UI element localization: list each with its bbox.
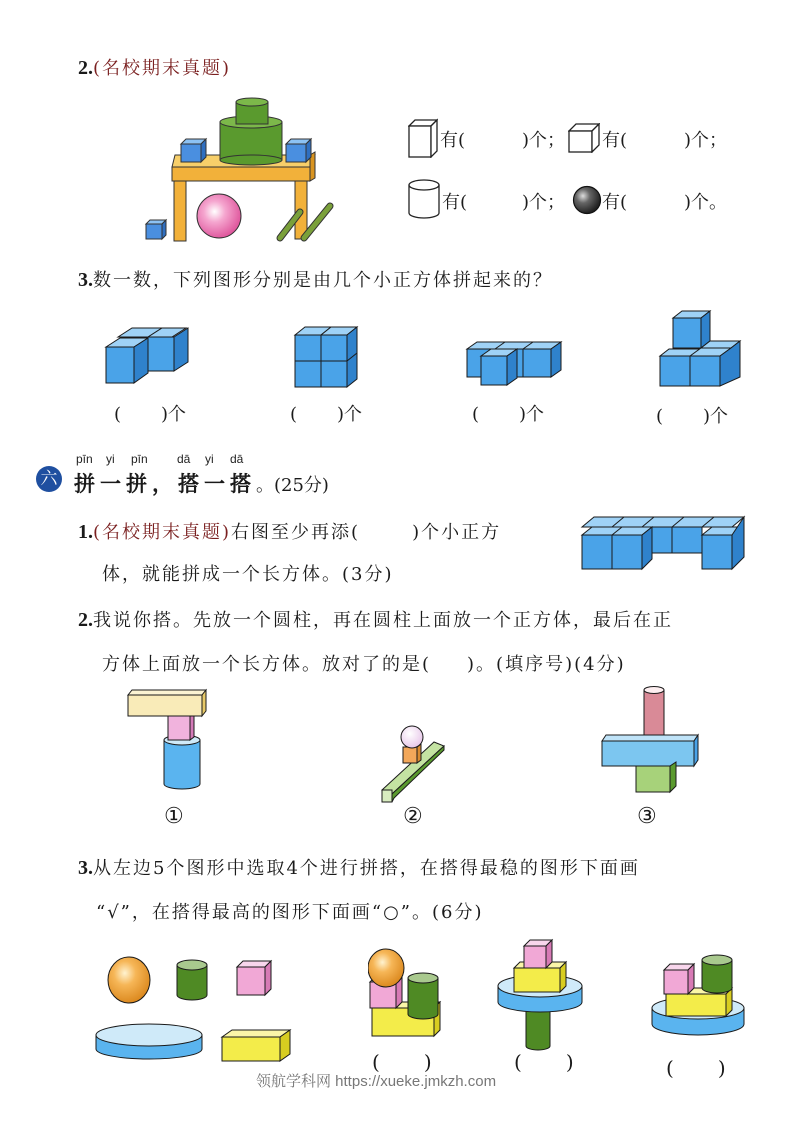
stack-option-1-figure <box>124 688 208 792</box>
pinyin-syllable: yi <box>106 452 115 466</box>
cube-figure-2 <box>293 325 361 389</box>
q3-text: 数一数，下列图形分别是由几个小正方体拼起来的？ <box>93 270 553 291</box>
cube-count-answer[interactable] <box>642 126 686 148</box>
s6-q1-number: 1. <box>78 521 93 543</box>
s6-q2-text-b: )。(填序号)(4分) <box>467 654 626 675</box>
open-paren: ( <box>514 1050 522 1074</box>
cube-count-prefix: 有( <box>602 130 628 151</box>
cube-answer-2[interactable] <box>290 400 362 426</box>
close-paren: ) <box>717 1056 726 1080</box>
s6-q1-source-tag: (名校期末真题) <box>93 522 232 543</box>
stack-option-3-figure <box>600 686 700 794</box>
cylinder-icon <box>408 178 440 220</box>
cube-answer-3[interactable] <box>472 400 544 426</box>
five-shapes-set <box>94 955 314 1065</box>
cube-answer-1[interactable] <box>114 400 186 426</box>
s6-q1-text-b: )个小正方 <box>412 522 502 543</box>
option-label-3[interactable]: ③ <box>637 804 657 829</box>
watermark: 领航学科网 https://xueke.jmkzh.com <box>256 1073 497 1090</box>
incomplete-cuboid-figure <box>580 515 746 573</box>
s6-q2-number: 2. <box>78 609 93 631</box>
s6-q1-text-a: 右图至少再添( <box>231 522 361 543</box>
q3-number: 3. <box>78 269 93 291</box>
open-paren: ( <box>372 1050 380 1074</box>
section-six-score: 。(25分) <box>256 475 329 496</box>
s6-q2-line2 <box>102 650 626 676</box>
sphere-count-suffix: )个。 <box>684 192 728 213</box>
sphere-count-answer[interactable] <box>642 188 686 210</box>
cuboid-icon <box>408 118 438 158</box>
table-scene-illustration <box>140 92 340 244</box>
s6-q2-text-a: 方体上面放一个长方体。放对了的是( <box>102 654 432 675</box>
stack-option-2-figure <box>330 718 450 804</box>
option-label-2[interactable]: ② <box>403 804 423 829</box>
cylinder-count-prefix: 有( <box>442 192 468 213</box>
cuboid-count-suffix: )个； <box>522 130 566 151</box>
open-paren: ( <box>656 406 664 427</box>
pinyin-syllable: pīn <box>76 452 93 466</box>
cube-figure-1 <box>104 325 192 387</box>
s6-q1-line1 <box>78 518 501 544</box>
pinyin-syllable: dā <box>177 452 191 466</box>
pinyin-syllable: yi <box>205 452 214 466</box>
stack-c-figure <box>650 952 746 1042</box>
section-six-badge: 六 <box>36 466 62 492</box>
sphere-count-prefix: 有( <box>602 192 628 213</box>
cuboid-count-answer[interactable] <box>480 126 524 148</box>
close-paren-unit: )个 <box>161 404 187 425</box>
sphere-icon <box>572 185 602 215</box>
cuboid-count-prefix: 有( <box>440 130 466 151</box>
q3-heading <box>78 266 553 292</box>
open-paren: ( <box>114 404 122 425</box>
s6-q3-line2: “√”，在搭得最高的图形下面画“○”。(6分) <box>96 902 484 923</box>
pinyin-syllable: pīn <box>131 452 148 466</box>
s6-q2-text-line1: 我说你搭。先放一个圆柱，再在圆柱上面放一个正方体，最后在正 <box>93 610 673 631</box>
cube-figure-3 <box>465 340 569 388</box>
section-six-title <box>74 468 329 498</box>
close-paren-unit: )个 <box>703 406 729 427</box>
open-paren: ( <box>290 404 298 425</box>
close-paren: ) <box>423 1050 432 1074</box>
s6-q2-line1 <box>78 606 673 632</box>
cylinder-count-suffix: )个； <box>522 192 566 213</box>
open-paren: ( <box>472 404 480 425</box>
s6-q3-line1 <box>78 854 640 880</box>
cube-answer-4[interactable] <box>656 402 728 428</box>
cylinder-count-answer[interactable] <box>482 188 526 210</box>
cube-icon <box>568 123 600 153</box>
stack-a-figure <box>368 948 442 1040</box>
s6-q3-text-line1: 从左边5个图形中选取4个进行拼搭，在搭得最稳的图形下面画 <box>93 858 640 879</box>
open-paren: ( <box>666 1056 674 1080</box>
close-paren-unit: )个 <box>337 404 363 425</box>
cube-figure-4 <box>658 310 748 388</box>
section-six-title-text: 拼一拼，搭一搭 <box>74 472 256 496</box>
s6-q1-line2: 体，就能拼成一个长方体。(3分) <box>102 564 394 585</box>
close-paren-unit: )个 <box>519 404 545 425</box>
stack-b-figure <box>496 938 586 1054</box>
q2-heading <box>78 54 231 80</box>
s6-q3-number: 3. <box>78 857 93 879</box>
q2-source-tag: (名校期末真题) <box>93 58 232 79</box>
cube-count-suffix: )个； <box>684 130 728 151</box>
pinyin-syllable: dā <box>230 452 244 466</box>
close-paren: ) <box>565 1050 574 1074</box>
stack-c-answer[interactable] <box>666 1056 726 1080</box>
stack-b-answer[interactable] <box>514 1050 574 1074</box>
q2-number: 2. <box>78 57 93 79</box>
option-label-1[interactable]: ① <box>164 804 184 829</box>
